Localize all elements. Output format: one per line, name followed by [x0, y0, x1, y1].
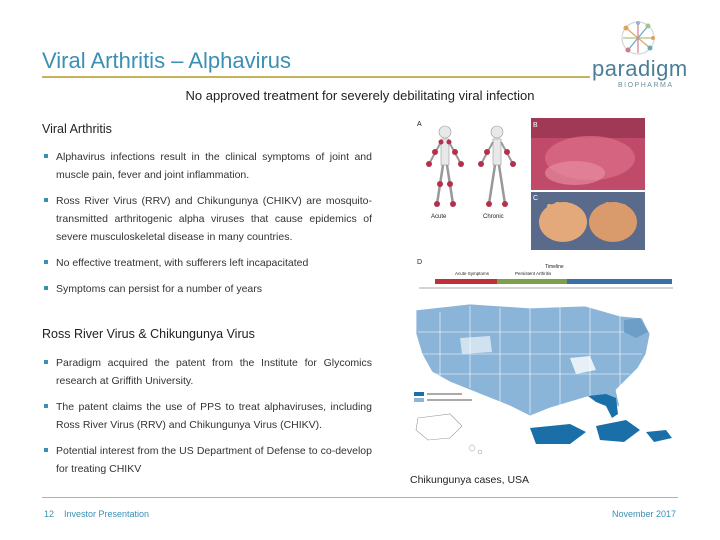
slide-subtitle: No approved treatment for severely debilitating viral infection — [185, 88, 535, 103]
bullet-item: The patent claims the use of PPS to treat alphaviruses, including Ross River Virus (RRV) and Chikungunya Virus (CHIKV). — [42, 398, 372, 434]
map-legend — [414, 392, 472, 402]
footer-label: Investor Presentation — [64, 509, 150, 519]
chronic-label: Chronic — [483, 214, 504, 220]
bullet-item: Alphavirus infections result in the clinical symptoms of joint and muscle pain, fever and joint inflammation. — [42, 148, 372, 184]
bullet-item: Potential interest from the US Department of Defense to co-develop for treating CHIKV — [42, 442, 372, 478]
persistent-arthritis-label: Persistent Arthritis — [515, 271, 552, 276]
bullet-item: Paradigm acquired the patent from the Institute for Glycomics research at Griffith University. — [42, 354, 372, 390]
bullet-item: No effective treatment, with sufferers left incapacitated — [42, 254, 372, 272]
clinical-figure-image — [415, 118, 677, 298]
slide-title: Viral Arthritis – Alphavirus — [42, 48, 292, 73]
logo-wordmark: paradigm — [592, 56, 688, 81]
panel-b-label: B — [533, 122, 538, 129]
logo-subtitle: BIOPHARMA — [618, 82, 674, 89]
acute-symptoms-label: Acute Symptoms — [455, 271, 490, 276]
timeline-label: Timeline — [545, 264, 564, 270]
usa-mainland-map — [416, 304, 650, 418]
panel-d-label: D — [417, 259, 423, 266]
page-number: 12 — [44, 509, 55, 519]
title-divider — [42, 76, 590, 78]
rash-photo-image — [531, 118, 645, 190]
footer-divider — [42, 497, 678, 498]
alaska-hawaii-inset — [416, 414, 482, 454]
bullet-item: Symptoms can persist for a number of years — [42, 280, 372, 298]
footer-date: November 2017 — [611, 509, 676, 519]
bullet-list-viral-arthritis — [42, 148, 372, 298]
hands-photo-image — [531, 192, 645, 250]
bullet-item: Ross River Virus (RRV) and Chikungunya (CHIKV) are mosquito-transmitted arthritogenic alpha viruses that cause epidemics of severe musculoskeletal disease in many countries. — [42, 192, 372, 246]
bullet-list-rrv-chikv — [42, 354, 372, 478]
panel-c-label: C — [533, 195, 539, 202]
map-caption: Chikungunya cases, USA — [410, 474, 530, 486]
acute-label: Acute — [431, 214, 447, 220]
section-heading-rrv-chikv: Ross River Virus & Chikungunya Virus — [42, 327, 255, 341]
panel-a-label: A — [417, 121, 422, 128]
chikungunya-usa-map-image — [410, 298, 678, 470]
section-heading-viral-arthritis: Viral Arthritis — [42, 122, 112, 136]
puerto-rico-inset — [530, 420, 672, 444]
